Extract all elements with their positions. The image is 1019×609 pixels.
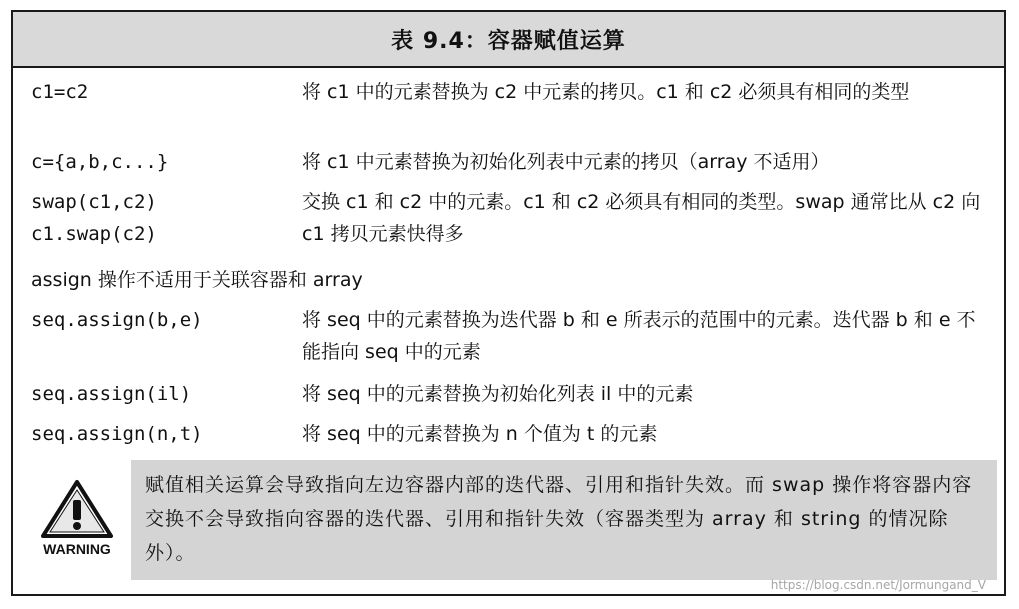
- row-code: c1=c2: [31, 81, 89, 103]
- row-code: seq.assign(il): [31, 383, 192, 405]
- table-caption: 表 9.4：容器赋值运算: [13, 12, 1004, 68]
- watermark: https://blog.csdn.net/Jormungand_V: [770, 578, 986, 592]
- row-code: seq.assign(b,e): [31, 309, 203, 331]
- warning-text: 赋值相关运算会导致指向左边容器内部的迭代器、引用和指针失效。而 swap 操作将容器内容交换不会导致指向容器的迭代器、引用和指针失效（容器类型为 array 和 string 的情况除外）。: [131, 460, 997, 580]
- row-description: 将 seq 中的元素替换为初始化列表 il 中的元素: [302, 383, 694, 405]
- row-description: 将 c1 中的元素替换为 c2 中元素的拷贝。c1 和 c2 必须具有相同的类型: [302, 81, 910, 103]
- row-code: c={a,b,c...}: [31, 151, 169, 173]
- row-code: seq.assign(n,t): [31, 423, 203, 445]
- assignment-table: [11, 10, 1006, 596]
- warning-icon: [39, 478, 115, 558]
- warning-label: WARNING: [43, 541, 111, 557]
- row-description: 将 c1 中元素替换为初始化列表中元素的拷贝（array 不适用）: [302, 151, 830, 173]
- row-description: 将 seq 中的元素替换为迭代器 b 和 e 所表示的范围中的元素。迭代器 b 和 e 不能指向 seq 中的元素: [302, 309, 976, 363]
- row-code: swap(c1,c2) c1.swap(c2): [31, 191, 157, 245]
- assign-note: assign 操作不适用于关联容器和 array: [31, 269, 363, 291]
- row-description: 将 seq 中的元素替换为 n 个值为 t 的元素: [302, 423, 658, 445]
- row-description: 交换 c1 和 c2 中的元素。c1 和 c2 必须具有相同的类型。swap 通常比从 c2 向 c1 拷贝元素快得多: [302, 191, 981, 245]
